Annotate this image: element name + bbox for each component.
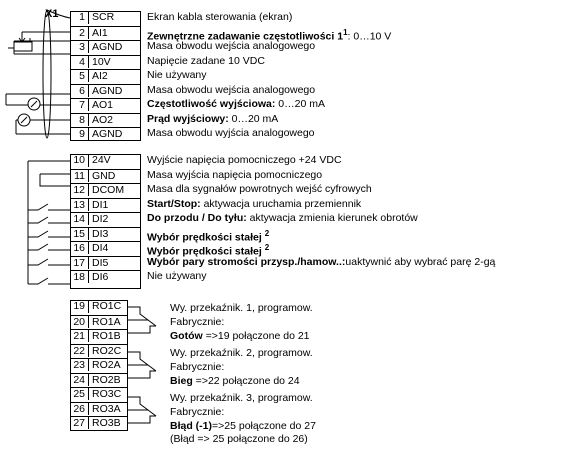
description-bold: Zewnętrzne zadawanie częstotliwości 1 bbox=[147, 30, 344, 42]
description-text: aktywacja uruchamia przemiennik bbox=[200, 197, 362, 210]
description-text: Nie używany bbox=[147, 270, 207, 282]
description-text: Nie używany bbox=[147, 69, 207, 81]
terminal-number: 21 bbox=[70, 329, 89, 342]
description-bold: Prąd wyjściowy: bbox=[147, 112, 229, 125]
terminal-signal: RO2C bbox=[89, 344, 128, 357]
description-bold: Wybór prędkości stałej bbox=[147, 245, 265, 258]
terminal-signal: AI1 bbox=[89, 26, 141, 39]
cable-shield bbox=[43, 10, 51, 138]
relay-default-bold: Bieg bbox=[170, 375, 193, 387]
terminal-number: 15 bbox=[70, 227, 89, 240]
description-bold: Wybór pary stromości przysp./hamow..: bbox=[147, 255, 346, 268]
description-text: Masa obwodu wyjścia analogowego bbox=[147, 127, 315, 139]
description-text: Masa dla sygnałów powrotnych wejść cyfrowych bbox=[147, 183, 372, 195]
relay-title: Wy. przekaźnik. 1, programow. bbox=[170, 302, 313, 314]
terminal-number: 8 bbox=[70, 113, 89, 126]
relay-factory-label: Fabrycznie: bbox=[170, 316, 225, 328]
terminal-number: 22 bbox=[70, 344, 89, 357]
terminal-signal: DI2 bbox=[89, 212, 141, 225]
terminal-description bbox=[147, 11, 292, 24]
terminal-description bbox=[147, 256, 495, 269]
terminal-number: 10 bbox=[70, 154, 89, 167]
dig-wire-gnd bbox=[40, 174, 70, 186]
relay-default-bold: Błąd (-1) bbox=[170, 420, 212, 432]
relay-default bbox=[170, 375, 300, 388]
description-text: uaktywnić aby wybrać parę 2-gą bbox=[345, 255, 496, 268]
terminal-signal: RO3C bbox=[89, 387, 128, 400]
relay-default-text: =>22 połączone do 24 bbox=[192, 375, 300, 387]
terminal-signal: DI4 bbox=[89, 241, 141, 254]
potentiometer-icon bbox=[14, 42, 32, 51]
terminal-number: 24 bbox=[70, 373, 89, 386]
terminal-description bbox=[147, 154, 342, 167]
terminal-signal: DCOM bbox=[89, 183, 141, 196]
relay-title: Wy. przekaźnik. 2, programow. bbox=[170, 347, 313, 359]
terminal-signal: RO3A bbox=[89, 402, 128, 415]
terminal-description bbox=[147, 69, 207, 82]
description-text: Masa obwodu wejścia analogowego bbox=[147, 83, 316, 96]
relay-1-contact bbox=[128, 307, 156, 333]
relay-factory-label: Fabrycznie: bbox=[170, 361, 225, 373]
terminal-signal: RO1B bbox=[89, 329, 128, 342]
terminal-signal: DI1 bbox=[89, 198, 141, 211]
relay-default-text: =>25 połączone do 27 bbox=[212, 420, 316, 432]
terminal-number: 3 bbox=[70, 40, 89, 53]
terminal-number: 25 bbox=[70, 387, 89, 400]
description-text: Masa wyjścia napięcia pomocniczego bbox=[147, 168, 323, 181]
dig-switches bbox=[28, 204, 70, 284]
relay-factory-label: Fabrycznie: bbox=[170, 406, 225, 418]
footnote-mark: 1 bbox=[343, 27, 348, 37]
terminal-number: 6 bbox=[70, 84, 89, 97]
terminal-number: 12 bbox=[70, 183, 89, 196]
description-bold: Częstotliwość wyjściowa: bbox=[147, 98, 276, 110]
terminal-signal: DI6 bbox=[89, 270, 141, 283]
description-text: aktywacja zmienia kierunek obrotów bbox=[246, 212, 418, 224]
terminal-signal: DI3 bbox=[89, 227, 141, 240]
terminal-number: 9 bbox=[70, 127, 89, 140]
terminal-number: 16 bbox=[70, 241, 89, 254]
terminal-description bbox=[147, 113, 278, 126]
terminal-number: 20 bbox=[70, 315, 89, 328]
terminal-description bbox=[147, 212, 418, 225]
terminal-number: 18 bbox=[70, 270, 89, 283]
terminal-number: 2 bbox=[70, 26, 89, 39]
terminal-signal: RO2A bbox=[89, 358, 128, 371]
terminal-signal: SCR bbox=[92, 11, 115, 23]
terminal-signal: RO3B bbox=[89, 416, 128, 429]
description-text: Ekran kabla sterowania (ekran) bbox=[147, 11, 293, 23]
terminal-number: 4 bbox=[70, 55, 89, 68]
description-text: Masa obwodu wejścia analogowego bbox=[147, 40, 316, 52]
terminal-signal: AI2 bbox=[89, 69, 141, 82]
terminal-number: 26 bbox=[70, 402, 89, 415]
terminal-number: 27 bbox=[70, 416, 89, 429]
relay-default-bold: Gotów bbox=[170, 330, 203, 342]
terminal-number: 17 bbox=[70, 256, 89, 269]
relay-extra: (Błąd => 25 połączone do 26) bbox=[170, 433, 308, 445]
terminal-description bbox=[147, 183, 372, 196]
relay-default bbox=[170, 330, 310, 343]
relay-2-contact bbox=[128, 352, 156, 378]
description-bold: Do przodu / Do tyłu: bbox=[147, 212, 247, 224]
terminal-signal: AGND bbox=[89, 84, 141, 97]
terminal-number: 19 bbox=[70, 300, 89, 313]
terminal-description bbox=[147, 98, 325, 111]
terminal-number: 23 bbox=[70, 358, 89, 371]
terminal-description bbox=[147, 84, 315, 97]
terminal-description bbox=[147, 169, 322, 182]
terminal-signal: AO1 bbox=[89, 98, 141, 111]
terminal-description bbox=[147, 270, 207, 283]
terminal-signal: RO1A bbox=[89, 315, 128, 328]
footnote-mark: 2 bbox=[264, 228, 270, 238]
terminal-description bbox=[147, 198, 361, 211]
description-bold: Start/Stop: bbox=[147, 197, 201, 210]
terminal-number: 14 bbox=[70, 212, 89, 225]
terminal-description bbox=[147, 40, 315, 53]
terminal-signal: AO2 bbox=[89, 113, 141, 126]
terminal-number: 11 bbox=[70, 169, 89, 182]
description-bold: Wybór prędkości stałej bbox=[147, 231, 265, 243]
terminal-signal: RO2B bbox=[89, 373, 128, 386]
footnote-mark: 2 bbox=[264, 243, 270, 252]
terminal-number: 13 bbox=[70, 198, 89, 211]
connector-label: X1 bbox=[45, 8, 59, 20]
terminal-signal: RO1C bbox=[92, 300, 122, 312]
terminal-number: 1 bbox=[70, 11, 89, 24]
description-text: Napięcie zadane 10 VDC bbox=[147, 54, 265, 67]
terminal-signal: DI5 bbox=[89, 256, 141, 269]
terminal-signal: 24V bbox=[92, 154, 111, 166]
relay-default bbox=[170, 420, 316, 433]
terminal-number: 7 bbox=[70, 98, 89, 111]
terminal-signal: 10V bbox=[89, 55, 141, 68]
terminal-number: 5 bbox=[70, 69, 89, 82]
terminal-signal: AGND bbox=[89, 127, 141, 140]
terminal-description bbox=[147, 55, 265, 68]
terminal-signal: AGND bbox=[89, 40, 141, 53]
description-text: : 0…10 V bbox=[347, 30, 392, 42]
relay-title: Wy. przekaźnik. 3, programow. bbox=[170, 392, 313, 404]
terminal-signal: GND bbox=[89, 169, 141, 182]
terminal-description bbox=[147, 127, 315, 140]
relay-default-text: =>19 połączone do 21 bbox=[202, 330, 310, 342]
description-text: 0…20 mA bbox=[228, 112, 279, 125]
description-text: 0…20 mA bbox=[275, 98, 325, 110]
description-text: Wyjście napięcia pomocniczego +24 VDC bbox=[147, 154, 342, 166]
relay-3-contact bbox=[128, 397, 156, 423]
